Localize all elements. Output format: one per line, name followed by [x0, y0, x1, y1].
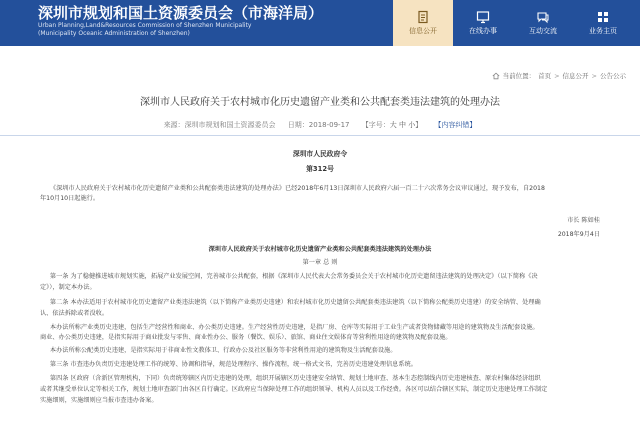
article-2-para-2: 本办法所称产业类历史违建，包括生产经营性和商业、办公类历史违建。生产经营性历史违建，是指厂房、仓库等实际用于工业生产或者货物储藏等用途的建筑物及生活配套设施。: [49, 324, 539, 331]
document-icon: [416, 10, 430, 24]
article-3: 第三条 市查违办负责历史违建处理工作的统筹、协调和指导，规范处理程序、操作流程，统一格式文书，完善历史违建处理信息系统。: [49, 361, 417, 368]
breadcrumb-info-public[interactable]: 信息公开: [562, 72, 589, 80]
font-size-small[interactable]: 小: [408, 121, 416, 129]
article-2-para-4: 本办法所称公配类历史违建，是指实际用于非商业性文教体卫、行政办公及社区服务等非营利性用途的建筑物及生活配套设施。: [49, 347, 397, 354]
breadcrumb-home[interactable]: 首页: [538, 72, 552, 80]
grid-icon: [596, 10, 610, 24]
source-label: 来源：: [163, 121, 185, 129]
site-header: [0, 0, 640, 46]
home-icon: [492, 72, 500, 80]
site-brand[interactable]: [38, 4, 324, 44]
main-nav: [393, 0, 633, 46]
chapter-heading: 第一章 总 则: [302, 259, 338, 266]
font-size-close: 】: [415, 121, 423, 129]
font-size-medium[interactable]: 中: [398, 121, 406, 129]
site-title: 深圳市规划和国土资源委员会（市海洋局）: [38, 4, 324, 22]
sign-date: 2018年9月4日: [557, 231, 600, 238]
breadcrumb: [492, 71, 626, 80]
nav-online-services[interactable]: [453, 0, 513, 46]
site-subtitle-en: Urban Planning,Land&Resources Commission of Shenzhen Municipality: [38, 22, 252, 29]
measures-title: 深圳市人民政府关于农村城市化历史遗留产业类和公共配套类违法建筑的处理办法: [208, 246, 432, 253]
nav-label: 信息公开: [409, 27, 437, 35]
source-value: 深圳市规划和国土资源委员会: [184, 121, 276, 129]
nav-label: 互动交流: [529, 27, 557, 35]
date-label: 日期：: [287, 121, 309, 129]
intro-line-1: 《深圳市人民政府关于农村城市化历史遗留产业类和公共配套类违法建筑的处理办法》已经2018年6月13日深圳市人民政府六届一百二十六次常务会议审议通过，现予发布，自2018: [49, 185, 545, 192]
nav-label: 业务主页: [589, 27, 617, 35]
breadcrumb-prefix: 当前位置：: [502, 72, 536, 80]
chat-icon: [536, 10, 550, 24]
content-correction-link[interactable]: 【内容纠错】: [434, 121, 477, 129]
font-size-label: 【字号：: [361, 121, 390, 129]
article-4-line-1: 第四条 区政府（含新区管理机构，下同）负责统筹辖区内历史违建的处理，组织开展辖区历史违建安全纳管、规划土地审查、基本生态控制线内历史违建核查、原农村集体经济组织: [49, 375, 541, 382]
article-1-line-2: 定》），制定本办法。: [40, 284, 96, 291]
decree-title: 深圳市人民政府令: [292, 150, 348, 158]
nav-interaction[interactable]: [513, 0, 573, 46]
signer: 市长 陈如桂: [567, 217, 600, 224]
article-meta: [0, 120, 640, 130]
breadcrumb-separator: >: [554, 71, 560, 80]
nav-business-home[interactable]: [573, 0, 633, 46]
intro-line-2: 年10月10日起施行。: [40, 195, 100, 202]
monitor-icon: [476, 10, 490, 24]
nav-label: 在线办事: [469, 27, 497, 35]
decree-number: 第312号: [306, 165, 334, 173]
article-4-line-2: 或者其继受单位认定等相关工作，规划土地审查部门由各区自行确定。区政府应当保障处理工作的组织领导、机构人员以及工作经费。各区可以结合辖区实际，制定历史违建处理工作制定: [40, 386, 548, 393]
article-2-line-2: 认、依法拆除或者没收。: [40, 310, 109, 317]
nav-info-public[interactable]: [393, 0, 453, 46]
breadcrumb-separator: >: [591, 71, 597, 80]
font-size-large[interactable]: 大: [389, 121, 397, 129]
date-value: 2018-09-17: [308, 121, 350, 129]
site-subtitle-en-2: (Municipality Oceanic Administration of Shenzhen): [38, 29, 190, 37]
article-4-line-3: 实施细则，实施细则应当报市查违办备案。: [40, 397, 158, 404]
article-title: 深圳市人民政府关于农村城市化历史遗留产业类和公共配套类违法建筑的处理办法: [140, 97, 500, 108]
article-1-line-1: 第一条 为了稳健推进城市规划实施，拓展产业发展空间，完善城市公共配套，根据《深圳市人民代表大会常务委员会关于农村城市化历史遗留违法建筑的处理决定》（以下简称《决: [49, 273, 538, 280]
article-2-para-3: 商业、办公类历史违建，是指实际用于商业批发与零售、商业性办公、服务（餐饮、娱乐）、旅馆、商业住文娱体育等营利性用途的建筑物及配套设施。: [40, 334, 452, 341]
breadcrumb-announcements[interactable]: 公告公示: [600, 72, 626, 80]
title-divider: [0, 135, 640, 136]
article-2-line-1: 第二条 本办法适用于农村城市化历史遗留产业类违法建筑（以下简称产业类历史违建）和农村城市化历史遗留公共配套类违法建筑（以下简称公配类历史违建）的安全纳管、处理确: [49, 299, 541, 306]
